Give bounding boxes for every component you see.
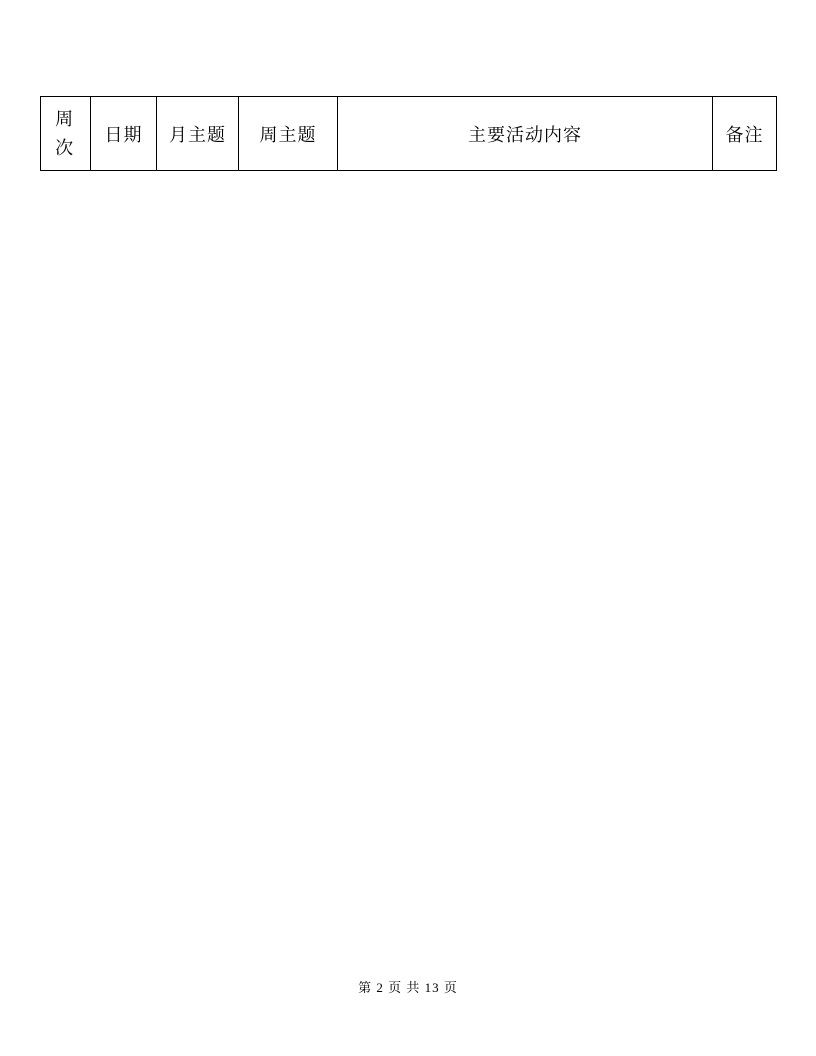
- col-header-week: [41, 97, 91, 171]
- col-header-remark: 备注: [713, 97, 777, 171]
- col-header-week-theme: 周主题: [239, 97, 338, 171]
- col-header-week-label: 周次: [55, 108, 75, 158]
- weekly-activity-schedule-table: [40, 96, 777, 171]
- table-header-row: [41, 97, 777, 171]
- col-header-main-activities: 主要活动内容: [338, 97, 713, 171]
- col-header-month-theme: 月主题: [157, 97, 239, 171]
- col-header-date: 日期: [91, 97, 157, 171]
- page-number: 第 2 页 共 13 页: [358, 980, 458, 995]
